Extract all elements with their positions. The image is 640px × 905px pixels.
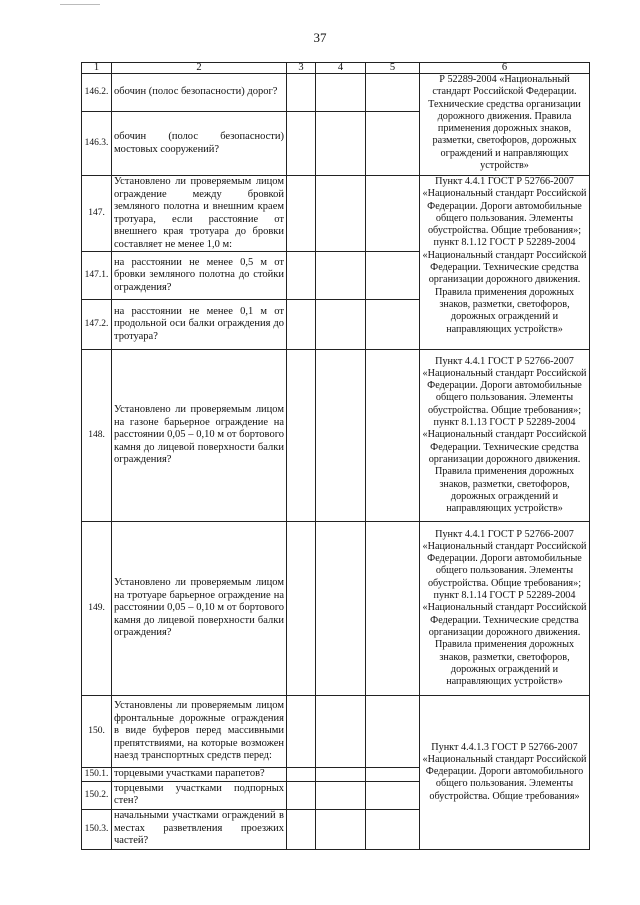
answer-cell[interactable] — [287, 350, 316, 522]
row-question: начальными участками ограждений в местах разветвления проезжих частей? — [112, 809, 287, 849]
answer-cell[interactable] — [366, 112, 420, 176]
row-question: Установлено ли проверяемым лицом на тротуаре барьерное ограждение на расстоянии 0,05 – 0,10 м от бортового камня до лицевой поверхности балки ограждения? — [112, 522, 287, 696]
answer-cell[interactable] — [316, 74, 366, 112]
row-question: торцевыми участками парапетов? — [112, 768, 287, 782]
table-row — [82, 74, 590, 112]
answer-cell[interactable] — [316, 300, 366, 350]
answer-cell[interactable] — [316, 176, 366, 252]
answer-cell[interactable] — [287, 781, 316, 809]
table-row — [82, 350, 590, 522]
answer-cell[interactable] — [316, 768, 366, 782]
table-row — [82, 696, 590, 768]
answer-cell[interactable] — [316, 522, 366, 696]
answer-cell[interactable] — [366, 350, 420, 522]
answer-cell[interactable] — [316, 350, 366, 522]
row-question: Установлены ли проверяемым лицом фронтальные дорожные ограждения в виде буферов перед массивными препятствиями, на которые возможен наезд транспортных средств перед: — [112, 696, 287, 768]
row-number: 150.3. — [82, 809, 112, 849]
answer-cell[interactable] — [287, 809, 316, 849]
row-number: 147.1. — [82, 252, 112, 300]
page-number: 37 — [313, 30, 327, 45]
col-header-2: 2 — [112, 63, 287, 74]
answer-cell[interactable] — [287, 112, 316, 176]
answer-cell[interactable] — [287, 176, 316, 252]
header-row — [82, 63, 590, 74]
corner-mark — [60, 4, 100, 5]
answer-cell[interactable] — [287, 300, 316, 350]
answer-cell[interactable] — [287, 252, 316, 300]
row-question: Установлено ли проверяемым лицом на газоне барьерное ограждение на расстоянии 0,05 – 0,10 м от бортового камня до лицевой поверхности балки ограждения? — [112, 350, 287, 522]
col-header-6: 6 — [420, 63, 590, 74]
row-number: 146.3. — [82, 112, 112, 176]
answer-cell[interactable] — [316, 809, 366, 849]
answer-cell[interactable] — [366, 768, 420, 782]
row-question: обочин (полос безопасности) дорог? — [112, 74, 287, 112]
row-number: 150.1. — [82, 768, 112, 782]
answer-cell[interactable] — [287, 768, 316, 782]
reference-cell: Пункт 4.4.1 ГОСТ Р 52766-2007 «Национальный стандарт Российской Федерации. Дороги автомобильные общего пользования. Элементы обустройства. Общие требования»; пункт 8.1.14 ГОСТ Р 52289-2004 «Национальный стандарт Российской Федерации. Технические средства организации дорожного движения. Правила применения дорожных знаков, разметки, светофоров, дорожных ограждений и направляющих устройств» — [420, 522, 590, 696]
answer-cell[interactable] — [287, 74, 316, 112]
answer-cell[interactable] — [366, 696, 420, 768]
row-number: 150. — [82, 696, 112, 768]
col-header-5: 5 — [366, 63, 420, 74]
answer-cell[interactable] — [316, 696, 366, 768]
row-number: 146.2. — [82, 74, 112, 112]
answer-cell[interactable] — [287, 696, 316, 768]
row-question: обочин (полос безопасности) мостовых сооружений? — [112, 112, 287, 176]
answer-cell[interactable] — [366, 781, 420, 809]
reference-cell: Пункт 4.4.1 ГОСТ Р 52766-2007 «Национальный стандарт Российской Федерации. Дороги автомобильные общего пользования. Элементы обустройства. Общие требования»; пункт 8.1.12 ГОСТ Р 52289-2004 «Национальный стандарт Российской Федерации. Технические средства организации дорожного движения. Правила применения дорожных знаков, разметки, светофоров, дорожных ограждений и направляющих устройств» — [420, 176, 590, 350]
row-question: Установлено ли проверяемым лицом ограждение между бровкой земляного полотна и внешним краем тротуара, если расстояние от внешнего края тротуара до бровки составляет не менее 1,0 м: — [112, 176, 287, 252]
row-question: на расстоянии не менее 0,5 м от бровки земляного полотна до стойки ограждения? — [112, 252, 287, 300]
answer-cell[interactable] — [366, 74, 420, 112]
answer-cell[interactable] — [316, 112, 366, 176]
row-number: 147.2. — [82, 300, 112, 350]
row-question: на расстоянии не менее 0,1 м от продольной оси балки ограждения до тротуара? — [112, 300, 287, 350]
answer-cell[interactable] — [287, 522, 316, 696]
answer-cell[interactable] — [316, 781, 366, 809]
answer-cell[interactable] — [366, 300, 420, 350]
answer-cell[interactable] — [366, 522, 420, 696]
row-number: 147. — [82, 176, 112, 252]
col-header-1: 1 — [82, 63, 112, 74]
row-number: 149. — [82, 522, 112, 696]
col-header-4: 4 — [316, 63, 366, 74]
answer-cell[interactable] — [366, 176, 420, 252]
reference-cell: Р 52289-2004 «Национальный стандарт Российской Федерации. Технические средства организации дорожного движения. Правила применения дорожных знаков, разметки, светофоров, дорожных ограждений и направляющих устройств» — [420, 74, 590, 176]
row-question: торцевыми участками подпорных стен? — [112, 781, 287, 809]
table-row — [82, 176, 590, 252]
reference-cell: Пункт 4.4.1.3 ГОСТ Р 52766-2007 «Национальный стандарт Российской Федерации. Дороги автомобильного общего пользования. Элементы обустройства. Общие требования» — [420, 696, 590, 850]
row-number: 148. — [82, 350, 112, 522]
answer-cell[interactable] — [366, 252, 420, 300]
table-row — [82, 522, 590, 696]
answer-cell[interactable] — [316, 252, 366, 300]
col-header-3: 3 — [287, 63, 316, 74]
checklist-table — [81, 62, 590, 850]
reference-cell: Пункт 4.4.1 ГОСТ Р 52766-2007 «Национальный стандарт Российской Федерации. Дороги автомобильные общего пользования. Элементы обустройства. Общие требования»; пункт 8.1.13 ГОСТ Р 52289-2004 «Национальный стандарт Российской Федерации. Технические средства организации дорожного движения. Правила применения дорожных знаков, разметки, светофоров, дорожных ограждений и направляющих устройств» — [420, 350, 590, 522]
answer-cell[interactable] — [366, 809, 420, 849]
row-number: 150.2. — [82, 781, 112, 809]
